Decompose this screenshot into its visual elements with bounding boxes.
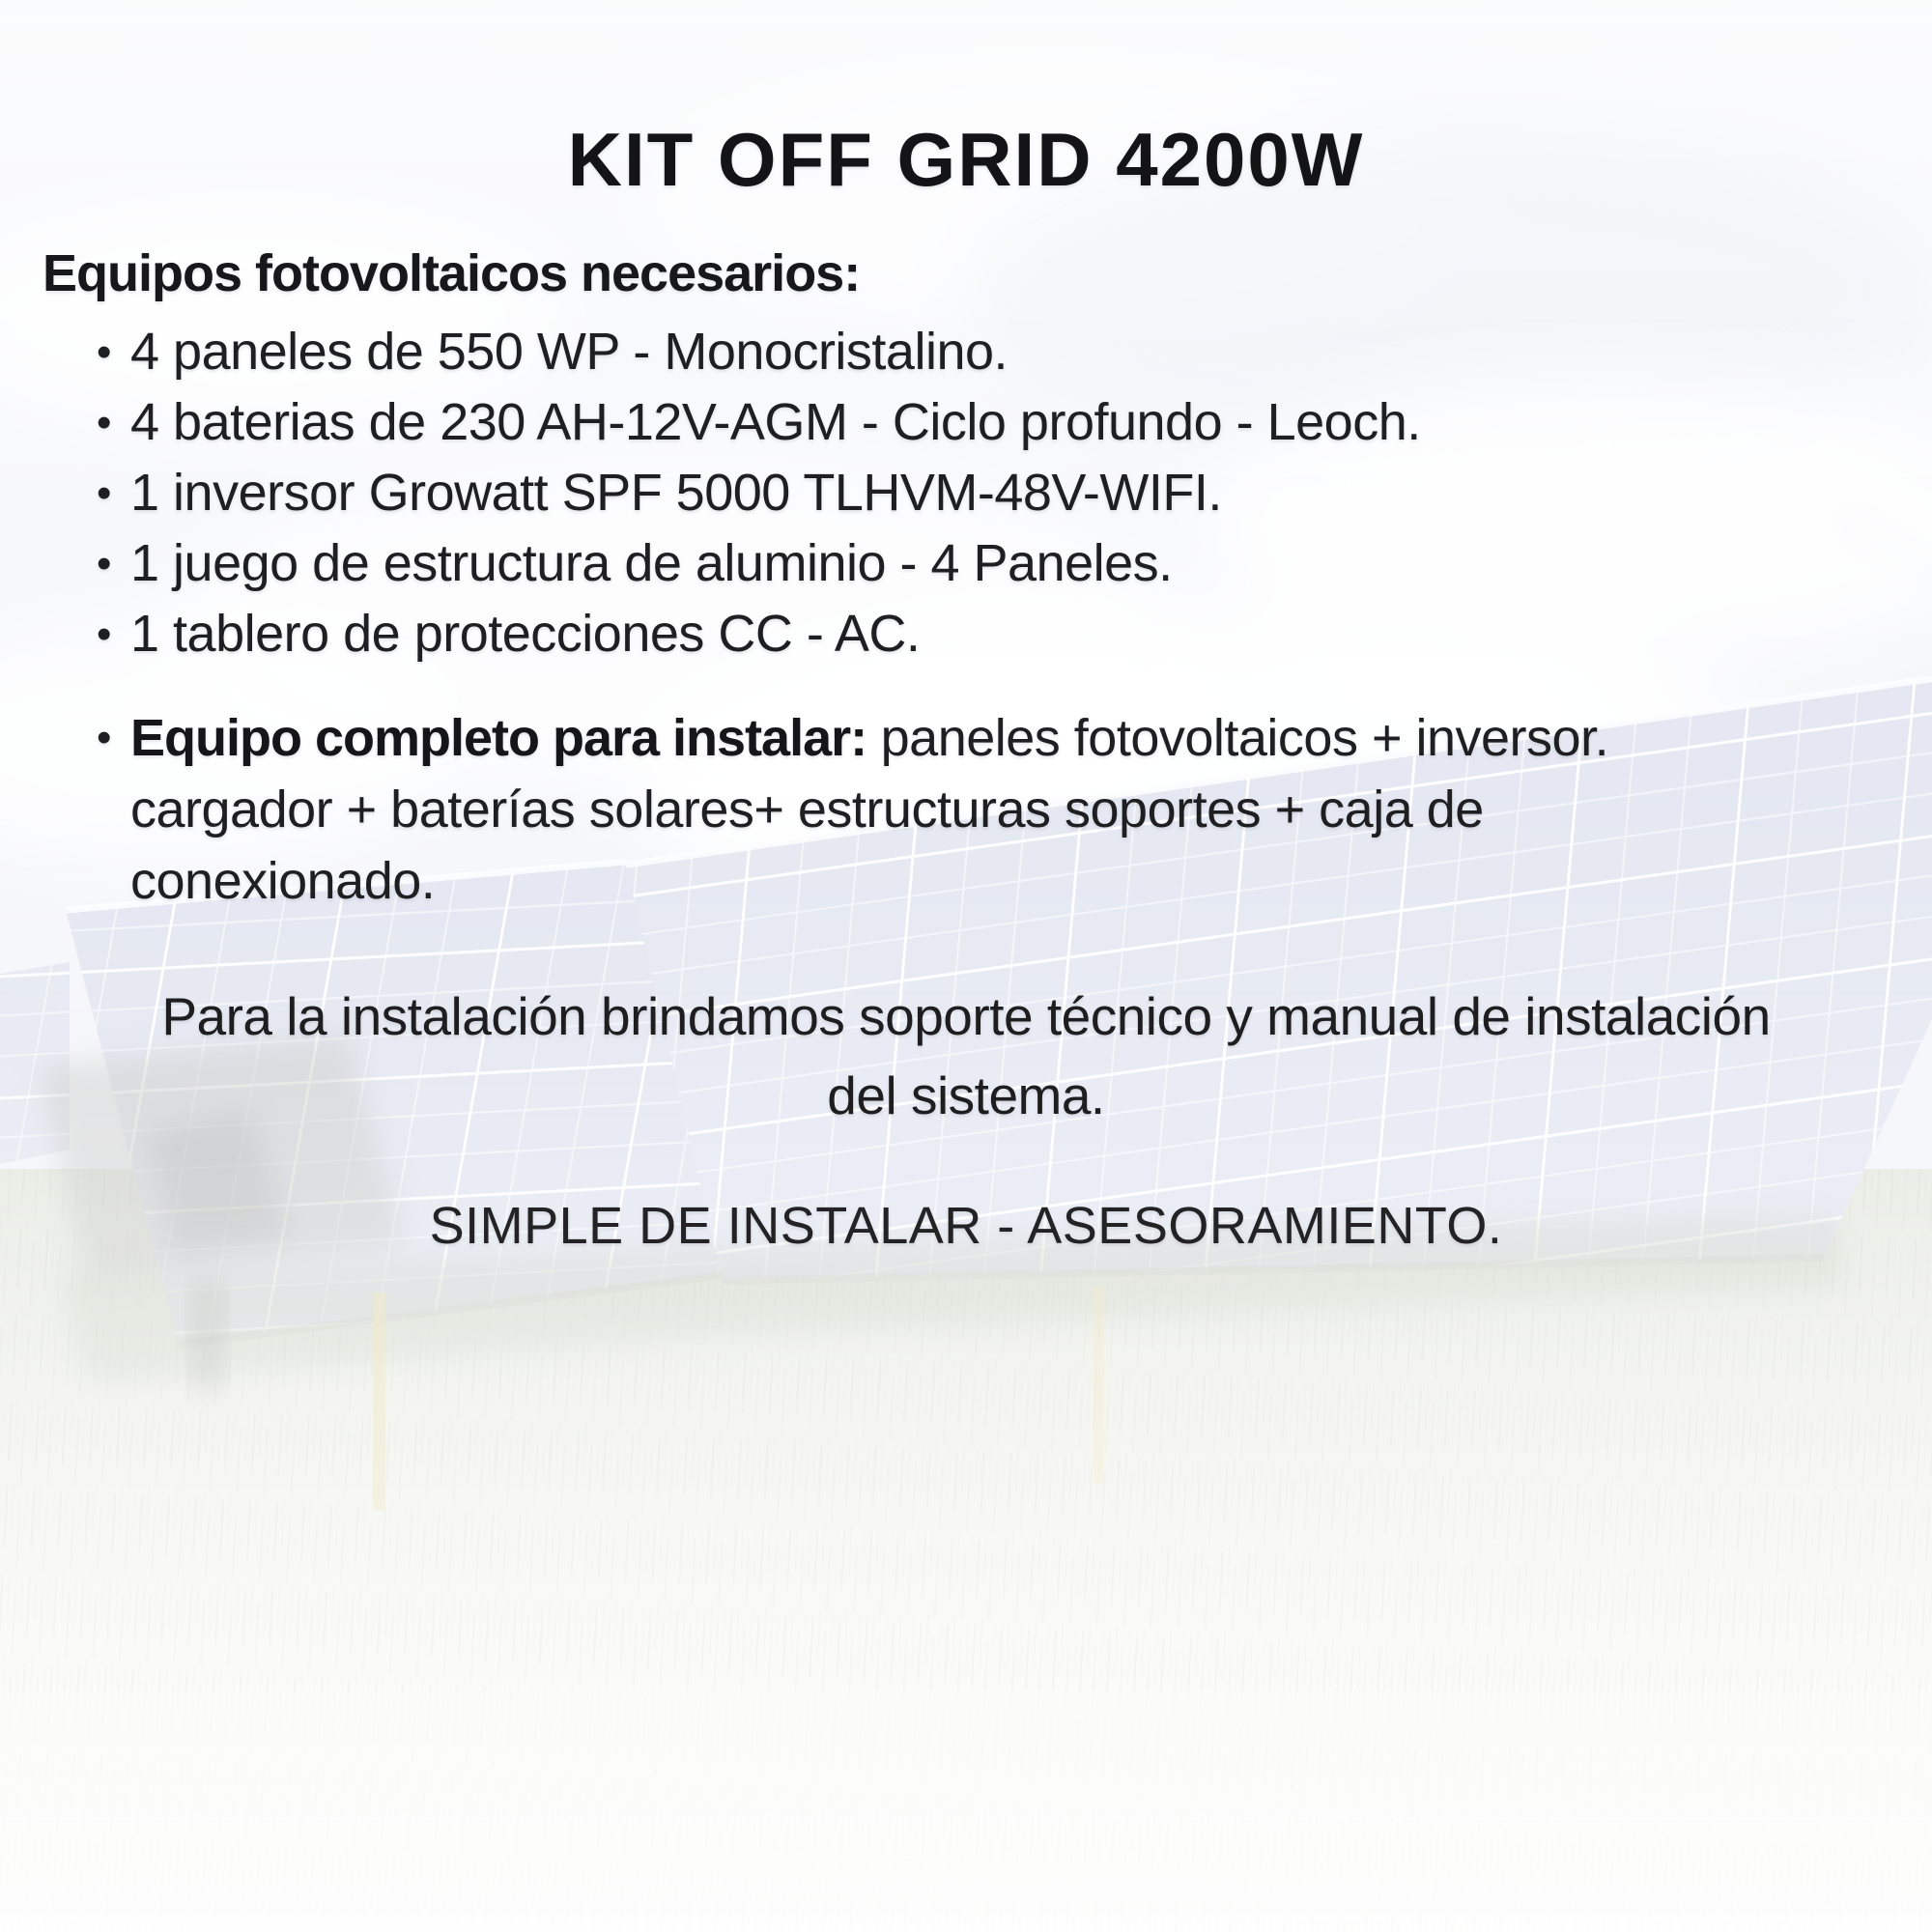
- equipment-item: • 1 inversor Growatt SPF 5000 TLHVM-48V-WIFI.: [0, 458, 1932, 528]
- equipment-list: [0, 317, 1932, 917]
- footer-note: SIMPLE DE INSTALAR - ASESORAMIENTO.: [429, 1197, 1503, 1255]
- equipment-item: • 4 baterias de 230 AH-12V-AGM - Ciclo profundo - Leoch.: [0, 387, 1932, 458]
- complete-kit-line: cargador + baterías solares+ estructuras soportes + caja de: [130, 781, 1484, 838]
- complete-kit-line: [130, 702, 1932, 774]
- complete-kit-line: conexionado.: [130, 852, 436, 910]
- complete-kit-text: paneles fotovoltaicos + inversor.: [867, 709, 1609, 767]
- equipment-item: • 1 tablero de protecciones CC - AC.: [0, 599, 1932, 669]
- support-note: [0, 977, 1932, 1135]
- complete-kit-item: [0, 702, 1932, 917]
- support-note-line: Para la instalación brindamos soporte técnico y manual de instalación: [161, 986, 1771, 1046]
- equipment-item: • 4 paneles de 550 WP - Monocristalino.: [0, 317, 1932, 387]
- support-note-line: del sistema.: [827, 1065, 1105, 1125]
- equipment-item: • 1 juego de estructura de aluminio - 4 Paneles.: [0, 528, 1932, 599]
- page-title: KIT OFF GRID 4200W: [567, 117, 1365, 202]
- equipment-heading: Equipos fotovoltaicos necesarios:: [43, 244, 861, 302]
- complete-kit-lead: Equipo completo para instalar:: [130, 709, 867, 767]
